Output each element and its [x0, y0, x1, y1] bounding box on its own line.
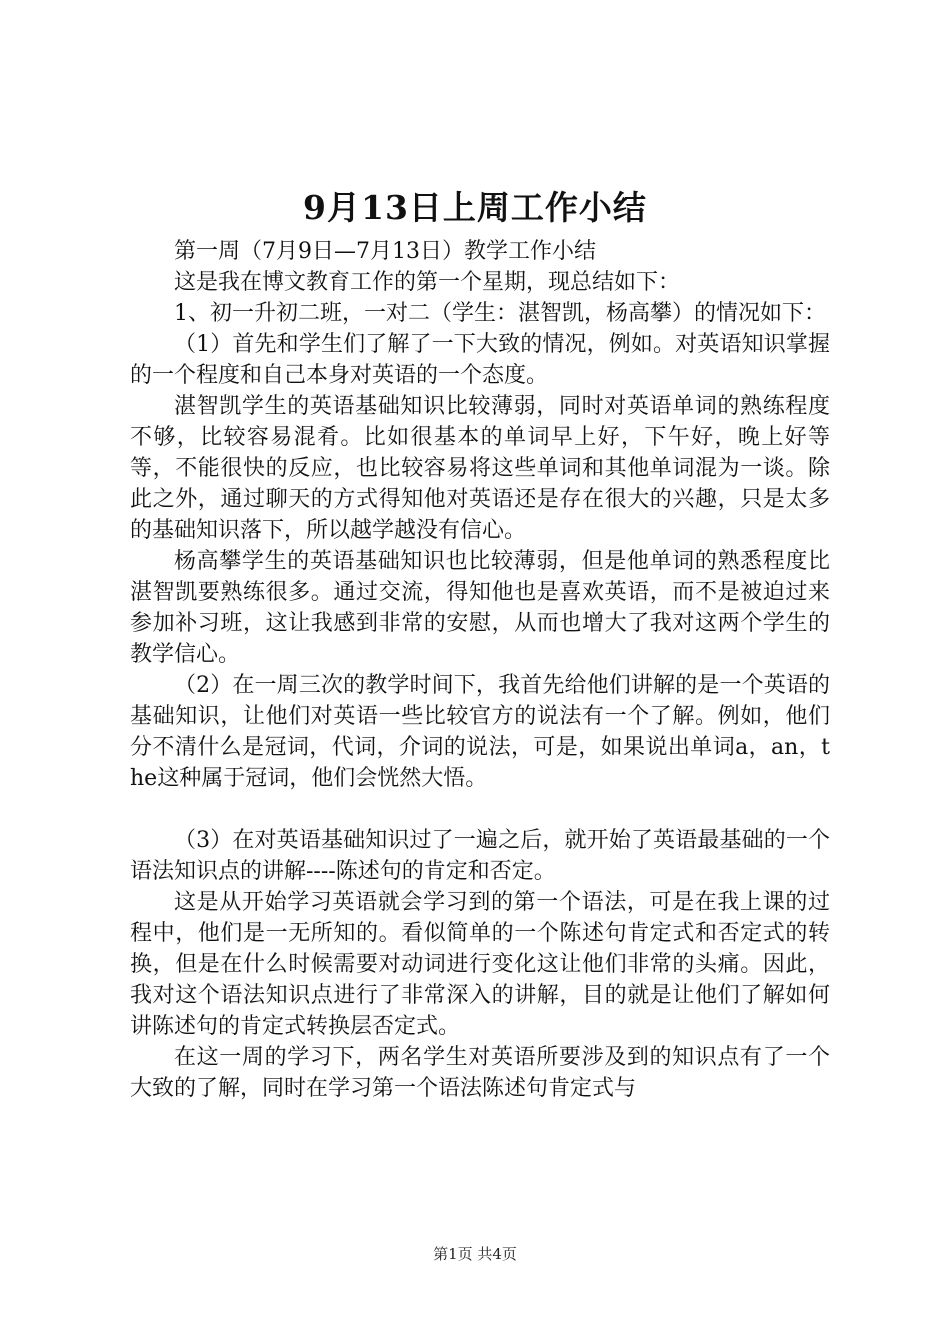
paragraph-intro: 这是我在博文教育工作的第一个星期，现总结如下： [174, 270, 681, 295]
paragraph-grammar: 这是从开始学习英语就会学习到的第一个语法，可是在我上课的过程中，他们是一无所知的。看似简单的一个陈述句肯定式和否定式的转换，但是在什么时候需要对动词进行变化这让他们非常的头痛。因此，我对这个语法知识点进行了非常深入的讲解，目的就是让他们了解如何讲陈述句的肯定式转换层否定式。 [130, 890, 830, 1039]
paragraph-point-2: （2）在一周三次的教学时间下，我首先给他们讲解的是一个英语的基础知识，让他们对英语一些比较官方的说法有一个了解。例如，他们分不清什么是冠词，代词，介词的说法，可是，如果说出单词a，an，the这种属于冠词，他们会恍然大悟。 [130, 673, 830, 791]
paragraph-student-zhan: 湛智凯学生的英语基础知识比较薄弱，同时对英语单词的熟练程度不够，比较容易混肴。比如很基本的单词早上好，下午好，晚上好等等，不能很快的反应，也比较容易将这些单词和其他单词混为一谈。除此之外，通过聊天的方式得知他对英语还是存在很大的兴趣，只是太多的基础知识落下，所以越学越没有信心。 [130, 394, 830, 543]
paragraph-point-1: （1）首先和学生们了解了一下大致的情况，例如。对英语知识掌握的一个程度和自己本身对英语的一个态度。 [130, 332, 830, 388]
paragraph-summary: 在这一周的学习下，两名学生对英语所要涉及到的知识点有了一个大致的了解，同时在学习第一个语法陈述句肯定式与 [130, 1045, 830, 1101]
paragraph-student-yang: 杨高攀学生的英语基础知识也比较薄弱，但是他单词的熟悉程度比湛智凯要熟练很多。通过交流，得知他也是喜欢英语，而不是被迫过来参加补习班，这让我感到非常的安慰，从而也增大了我对这两个学生的教学信心。 [130, 549, 830, 667]
document-title: 9月13日上周工作小结 [303, 188, 647, 227]
paragraph-gap [130, 794, 830, 825]
page-number: 第1页 共4页 [433, 1245, 517, 1263]
paragraph-week-heading: 第一周（7月9日—7月13日）教学工作小结 [174, 239, 596, 264]
paragraph-point-3: （3）在对英语基础知识过了一遍之后，就开始了英语最基础的一个语法知识点的讲解----陈述句的肯定和否定。 [130, 828, 830, 884]
paragraph-class-info: 1、初一升初二班，一对二（学生：湛智凯，杨高攀）的情况如下： [174, 301, 826, 326]
document-body [130, 236, 830, 1104]
